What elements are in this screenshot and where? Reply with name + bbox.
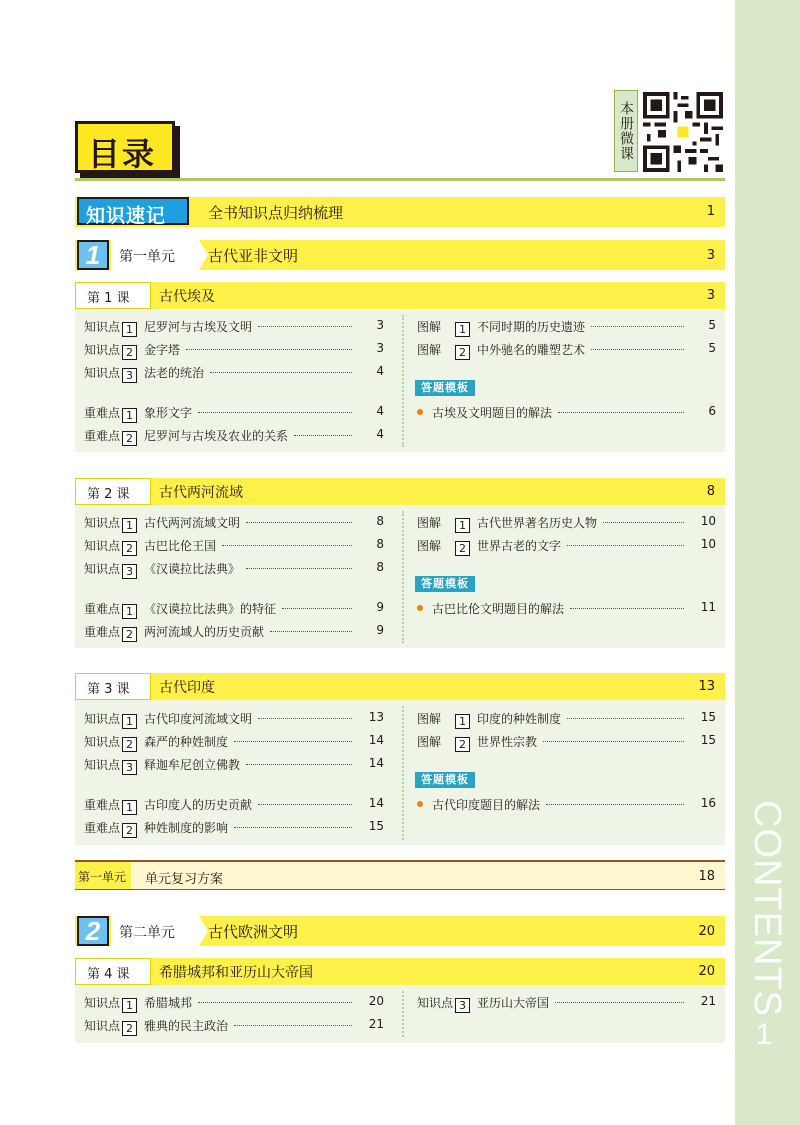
- entry-category: 图解: [417, 343, 442, 357]
- bullet-icon: [417, 605, 423, 611]
- toc-entry[interactable]: [84, 318, 386, 337]
- toc-entry[interactable]: [417, 318, 718, 337]
- lesson-banner-2[interactable]: [75, 478, 725, 505]
- entry-number-badge: 2: [122, 431, 137, 446]
- answer-template-tag: 答题模板: [415, 772, 475, 788]
- entry-category: 重难点: [84, 602, 121, 616]
- entry-number-badge: 2: [122, 1021, 137, 1036]
- lesson-label: 第 1 课: [87, 291, 130, 306]
- entry-category: 图解: [417, 735, 442, 749]
- entry-page: 10: [700, 537, 716, 551]
- entry-page: 8: [376, 514, 384, 528]
- unit-number-badge: 2: [77, 916, 109, 946]
- bullet-icon: [417, 801, 423, 807]
- toc-entry[interactable]: [417, 600, 718, 617]
- lesson-label: 第 4 课: [87, 967, 130, 982]
- unit-label: 第二单元: [119, 925, 175, 941]
- entry-page: 16: [700, 796, 716, 810]
- toc-entry[interactable]: [417, 710, 718, 729]
- leader-dots: [246, 764, 352, 765]
- lesson-title: 古代埃及: [159, 289, 215, 305]
- entry-title: 法老的统治: [144, 366, 205, 380]
- leader-dots: [234, 1025, 352, 1026]
- entry-title: 古印度人的历史贡献: [144, 798, 253, 812]
- entry-number-badge: 2: [455, 541, 470, 556]
- unit-banner-2[interactable]: [75, 916, 725, 946]
- entry-page: 6: [708, 404, 716, 418]
- page-number: 1: [755, 1018, 773, 1051]
- contents-vertical-label: CONTENTS: [746, 800, 788, 1017]
- entry-title: 《汉谟拉比法典》的特征: [144, 602, 277, 616]
- entry-page: 14: [368, 796, 384, 810]
- entry-page: 9: [376, 600, 384, 614]
- toc-entry[interactable]: [84, 623, 386, 642]
- leader-dots: [222, 545, 352, 546]
- entry-number-badge: 1: [122, 998, 137, 1013]
- entry-category: 重难点: [84, 821, 121, 835]
- knowledge-page: 1: [706, 204, 715, 219]
- entry-title: 不同时期的历史遗迹: [477, 320, 586, 334]
- entry-title: 《汉谟拉比法典》: [144, 562, 241, 576]
- entry-page: 15: [368, 819, 384, 833]
- entry-title: 金字塔: [144, 343, 181, 357]
- entry-number-badge: 3: [122, 368, 137, 383]
- entry-page: 4: [376, 427, 384, 441]
- knowledge-text: 全书知识点归纳梳理: [208, 204, 344, 222]
- entry-page: 21: [368, 1017, 384, 1031]
- leader-dots: [591, 326, 684, 327]
- toc-entry[interactable]: [84, 994, 386, 1013]
- entry-category: 图解: [417, 516, 442, 530]
- knowledge-tag: 知识速记: [77, 197, 189, 225]
- entry-page: 14: [368, 756, 384, 770]
- entry-page: 21: [700, 994, 716, 1008]
- entry-number-badge: 3: [455, 998, 470, 1013]
- leader-dots: [567, 718, 684, 719]
- entry-page: 4: [376, 364, 384, 378]
- leader-dots: [258, 804, 352, 805]
- toc-entry[interactable]: [417, 404, 718, 421]
- leader-dots: [198, 412, 352, 413]
- toc-entry[interactable]: [417, 796, 718, 813]
- entry-title: 古巴比伦文明题目的解法: [432, 602, 565, 616]
- unit-title: 古代欧洲文明: [208, 923, 299, 941]
- entry-category: 重难点: [84, 406, 121, 420]
- toc-entry[interactable]: [84, 756, 386, 775]
- knowledge-banner[interactable]: [75, 197, 725, 227]
- leader-dots: [546, 804, 684, 805]
- lesson-page: 13: [698, 679, 715, 694]
- entry-number-badge: 3: [122, 564, 137, 579]
- lesson-label: 第 3 课: [87, 682, 130, 697]
- entry-category: 知识点: [84, 562, 121, 576]
- entry-category: 知识点: [84, 758, 121, 772]
- entry-title: 亚历山大帝国: [477, 996, 550, 1010]
- entry-category: 知识点: [84, 539, 121, 553]
- toc-entry[interactable]: [84, 710, 386, 729]
- toc-entry[interactable]: [84, 1017, 386, 1036]
- unit-label: 第一单元: [119, 249, 175, 265]
- entry-number-badge: 2: [455, 737, 470, 752]
- toc-entry[interactable]: [84, 600, 386, 619]
- leader-dots: [591, 349, 684, 350]
- entry-category: 知识点: [84, 516, 121, 530]
- entry-title: 尼罗河与古埃及农业的关系: [144, 429, 289, 443]
- entry-number-badge: 1: [455, 714, 470, 729]
- lesson-banner-3[interactable]: [75, 673, 725, 700]
- toc-entry[interactable]: [417, 514, 718, 533]
- entry-page: 15: [700, 733, 716, 747]
- entry-category: 重难点: [84, 625, 121, 639]
- entry-number-badge: 2: [122, 737, 137, 752]
- unit-review-row[interactable]: [75, 860, 725, 890]
- entry-page: 3: [376, 318, 384, 332]
- toc-entry[interactable]: [417, 994, 718, 1013]
- entry-title: 古代世界著名历史人物: [477, 516, 598, 530]
- unit-number-badge: 1: [77, 240, 109, 270]
- answer-template-tag: 答题模板: [415, 380, 475, 396]
- entry-title: 种姓制度的影响: [144, 821, 229, 835]
- entry-page: 14: [368, 733, 384, 747]
- qr-code-icon[interactable]: [643, 92, 723, 172]
- entry-page: 10: [700, 514, 716, 528]
- entry-title: 象形文字: [144, 406, 193, 420]
- entry-category: 知识点: [84, 712, 121, 726]
- leader-dots: [282, 608, 352, 609]
- review-title: 单元复习方案: [145, 872, 224, 887]
- unit-page: 20: [698, 924, 715, 939]
- entry-title: 两河流域人的历史贡献: [144, 625, 265, 639]
- entry-number-badge: 1: [122, 800, 137, 815]
- entry-category: 知识点: [84, 1019, 121, 1033]
- entry-title: 世界性宗教: [477, 735, 538, 749]
- unit-banner-1[interactable]: [75, 240, 725, 270]
- lesson-banner-1[interactable]: [75, 282, 725, 309]
- entry-page: 20: [368, 994, 384, 1008]
- leader-dots: [258, 326, 352, 327]
- entry-number-badge: 1: [122, 518, 137, 533]
- leader-dots: [558, 412, 684, 413]
- entry-title: 古代两河流域文明: [144, 516, 241, 530]
- leader-dots: [234, 827, 352, 828]
- entry-number-badge: 2: [455, 345, 470, 360]
- entry-number-badge: 1: [122, 714, 137, 729]
- entry-page: 5: [708, 341, 716, 355]
- toc-entry[interactable]: [84, 341, 386, 360]
- toc-entry[interactable]: [417, 341, 718, 360]
- toc-entry[interactable]: [84, 537, 386, 556]
- entry-page: 13: [368, 710, 384, 724]
- toc-entry[interactable]: [84, 514, 386, 533]
- entry-title: 古代印度河流域文明: [144, 712, 253, 726]
- page-title: 目录: [88, 135, 157, 173]
- lesson-title: 古代印度: [159, 680, 215, 696]
- lesson-banner-4[interactable]: [75, 958, 725, 985]
- toc-entry[interactable]: [84, 796, 386, 815]
- entry-number-badge: 1: [122, 604, 137, 619]
- lesson-label: 第 2 课: [87, 487, 130, 502]
- leader-dots: [603, 522, 684, 523]
- answer-template-tag: 答题模板: [415, 576, 475, 592]
- leader-dots: [246, 568, 352, 569]
- entry-page: 15: [700, 710, 716, 724]
- entry-title: 尼罗河与古埃及文明: [144, 320, 253, 334]
- leader-dots: [570, 608, 684, 609]
- entry-number-badge: 3: [122, 760, 137, 775]
- entry-number-badge: 2: [122, 627, 137, 642]
- leader-dots: [567, 545, 684, 546]
- entry-number-badge: 2: [122, 823, 137, 838]
- leader-dots: [246, 522, 352, 523]
- entry-number-badge: 2: [122, 541, 137, 556]
- entry-number-badge: 1: [455, 322, 470, 337]
- entry-page: 8: [376, 560, 384, 574]
- entry-page: 11: [700, 600, 716, 614]
- entry-title: 希腊城邦: [144, 996, 193, 1010]
- entry-category: 知识点: [417, 996, 454, 1010]
- entry-title: 中外驰名的雕塑艺术: [477, 343, 586, 357]
- entry-title: 雅典的民主政治: [144, 1019, 229, 1033]
- review-page: 18: [698, 869, 715, 884]
- entry-page: 3: [376, 341, 384, 355]
- entry-category: 知识点: [84, 320, 121, 334]
- toc-entry[interactable]: [84, 733, 386, 752]
- entry-category: 重难点: [84, 429, 121, 443]
- weike-label: 本册微课: [614, 90, 638, 172]
- entry-category: 图解: [417, 712, 442, 726]
- toc-entry[interactable]: [417, 537, 718, 556]
- leader-dots: [210, 372, 352, 373]
- entry-title: 古代印度题目的解法: [432, 798, 541, 812]
- entry-category: 知识点: [84, 996, 121, 1010]
- entry-category: 知识点: [84, 366, 121, 380]
- leader-dots: [258, 718, 352, 719]
- leader-dots: [270, 631, 352, 632]
- entry-category: 图解: [417, 539, 442, 553]
- toc-entry[interactable]: [84, 560, 386, 579]
- entry-category: 重难点: [84, 798, 121, 812]
- toc-entry[interactable]: [84, 404, 386, 423]
- unit-page: 3: [706, 248, 715, 263]
- lesson-title: 希腊城邦和亚历山大帝国: [159, 965, 313, 981]
- entry-page: 9: [376, 623, 384, 637]
- leader-dots: [186, 349, 352, 350]
- page-title-box: [75, 121, 175, 173]
- leader-dots: [543, 741, 684, 742]
- toc-entry[interactable]: [417, 733, 718, 752]
- leader-dots: [234, 741, 352, 742]
- bullet-icon: [417, 409, 423, 415]
- entry-number-badge: 1: [122, 322, 137, 337]
- entry-page: 8: [376, 537, 384, 551]
- entry-title: 古巴比伦王国: [144, 539, 217, 553]
- entry-title: 释迦牟尼创立佛教: [144, 758, 241, 772]
- lesson-title: 古代两河流域: [159, 485, 243, 501]
- leader-dots: [198, 1002, 352, 1003]
- review-label: 第一单元: [78, 870, 127, 884]
- lesson-page: 20: [698, 964, 715, 979]
- entry-number-badge: 2: [122, 345, 137, 360]
- lesson-page: 3: [706, 288, 715, 303]
- entry-title: 印度的种姓制度: [477, 712, 562, 726]
- leader-dots: [294, 435, 352, 436]
- toc-entry[interactable]: [84, 427, 386, 446]
- entry-category: 图解: [417, 320, 442, 334]
- entry-category: 知识点: [84, 343, 121, 357]
- entry-title: 森严的种姓制度: [144, 735, 229, 749]
- unit-title: 古代亚非文明: [208, 247, 299, 265]
- entry-page: 5: [708, 318, 716, 332]
- leader-dots: [555, 1002, 684, 1003]
- toc-entry[interactable]: [84, 364, 386, 383]
- entry-category: 知识点: [84, 735, 121, 749]
- entry-page: 4: [376, 404, 384, 418]
- lesson-page: 8: [706, 484, 715, 499]
- entry-title: 古埃及文明题目的解法: [432, 406, 553, 420]
- entry-number-badge: 1: [122, 408, 137, 423]
- entry-number-badge: 1: [455, 518, 470, 533]
- toc-entry[interactable]: [84, 819, 386, 838]
- entry-title: 世界古老的文字: [477, 539, 562, 553]
- header-divider: [75, 178, 725, 181]
